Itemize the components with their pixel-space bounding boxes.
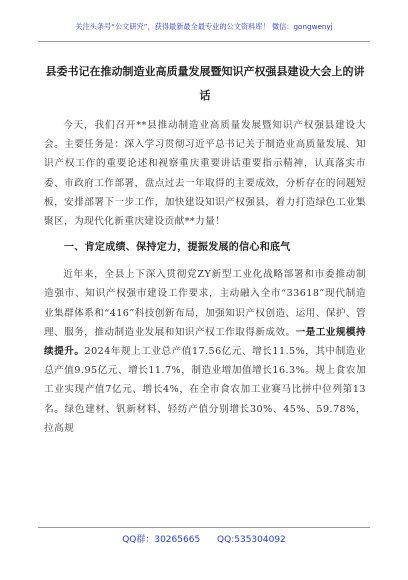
section-paragraph [44, 265, 366, 438]
footer-divider [38, 527, 370, 528]
header-promo: 关注头条号“公文研究”，获得最新最全最专业的公文资料库！ 微信：gongwenyj [75, 22, 333, 31]
footer-qq-contact: QQ:535304092 [217, 535, 286, 545]
document-title: 县委书记在推动制造业高质量发展暨知识产权强县建设大会上的讲话 [45, 65, 365, 102]
section-paragraph-text: 近年来，全县上下深入贯彻党ZY新型工业化战略部署和市委推动制造强市、知识产权强市建设工作要求，主动融入全市“33618”现代制造业集群体系和“416”科技创新布局，加强知识产权创造、运用、保护、管理、服务，推动制造业发展和知识产权工作取得新成效。 [44, 269, 366, 338]
section-paragraph-continuation: 2024年规上工业总产值17.56亿元、增长11.5%，其中制造业总产值9.95亿元、增长11.7%，制造业增加值增长16.3%。规上食农加工业实现产值7亿元、增长4%，在全市食农加工业赛马比拼中位列第13名。绿色建材、钒新材料、轻纺产值分别增长30%、45%、59.78%，拉高规 [44, 346, 366, 434]
section-bold-point: 一是工业规模持续提升。 [44, 326, 366, 358]
footer-qq-group: QQ群：30265665 [122, 535, 201, 545]
document-body [44, 116, 366, 438]
header-divider [38, 41, 370, 42]
section-heading: 一、肯定成绩、保持定力，提振发展的信心和底气 [64, 242, 291, 254]
intro-paragraph: 今天，我们召开**县推动制造业高质量发展暨知识产权强县建设大会。主要任务是：深入学习贯彻习近平总书记关于制造业高质量发展、知识产权工作的重要论述和视察重庆重要讲话重要指示精神，认真落实市委、市政府工作部署，盘点过去一年取得的主要成效，分析存在的问题短板，安排部署下一步工作，加快建设知识产权强县，着力打造绿色工业集聚区，为现代化新重庆建设贡献**力量！ [44, 120, 366, 228]
footer-contacts [0, 532, 408, 545]
